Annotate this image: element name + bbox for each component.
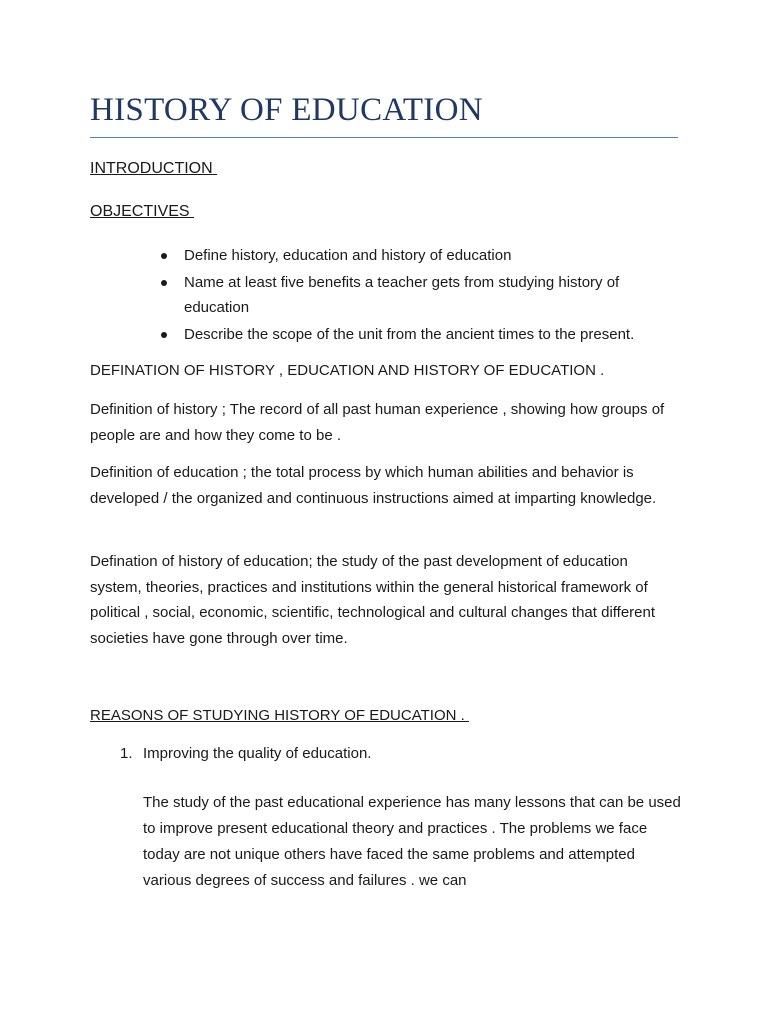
document-title: HISTORY OF EDUCATION <box>90 92 483 128</box>
introduction-heading: INTRODUCTION <box>90 160 218 177</box>
reason-number: 1. <box>120 745 133 762</box>
objective-text: Define history, education and history of education <box>184 247 512 264</box>
objective-item <box>90 243 680 268</box>
objectives-heading: OBJECTIVES <box>90 203 195 220</box>
objectives-list <box>90 243 680 349</box>
bullet-icon <box>161 332 167 338</box>
definition-history: Definition of history ; The record of all past human experience , showing how groups of people are and how they come to be . <box>90 401 665 444</box>
objective-item <box>90 322 680 347</box>
objective-item <box>90 270 680 320</box>
objective-text: Name at least five benefits a teacher gets from studying history of education <box>184 274 620 316</box>
definition-education: Definition of education ; the total process by which human abilities and behavior is developed / the organized and continuous instructions aimed at imparting knowledge. <box>90 464 657 507</box>
bullet-icon <box>161 253 167 259</box>
bullet-icon <box>161 280 167 286</box>
title-divider <box>90 137 678 138</box>
reason-body: The study of the past educational experience has many lessons that can be used to improve present educational theory and practices . The problems we face today are not unique others have faced the same problems and attempted various degrees of success and failures . we can <box>143 794 681 889</box>
definitions-heading: DEFINATION OF HISTORY , EDUCATION AND HISTORY OF EDUCATION . <box>90 362 605 379</box>
definition-history-of-education: Defination of history of education; the study of the past development of education system, theories, practices and institutions within the general historical framework of political , social, economic, scientific, technological and cultural changes that different societies have gone through over time. <box>90 553 656 647</box>
reason-title: Improving the quality of education. <box>143 745 372 762</box>
reasons-heading: REASONS OF STUDYING HISTORY OF EDUCATION . <box>90 707 469 724</box>
objective-text: Describe the scope of the unit from the ancient times to the present. <box>184 326 635 343</box>
